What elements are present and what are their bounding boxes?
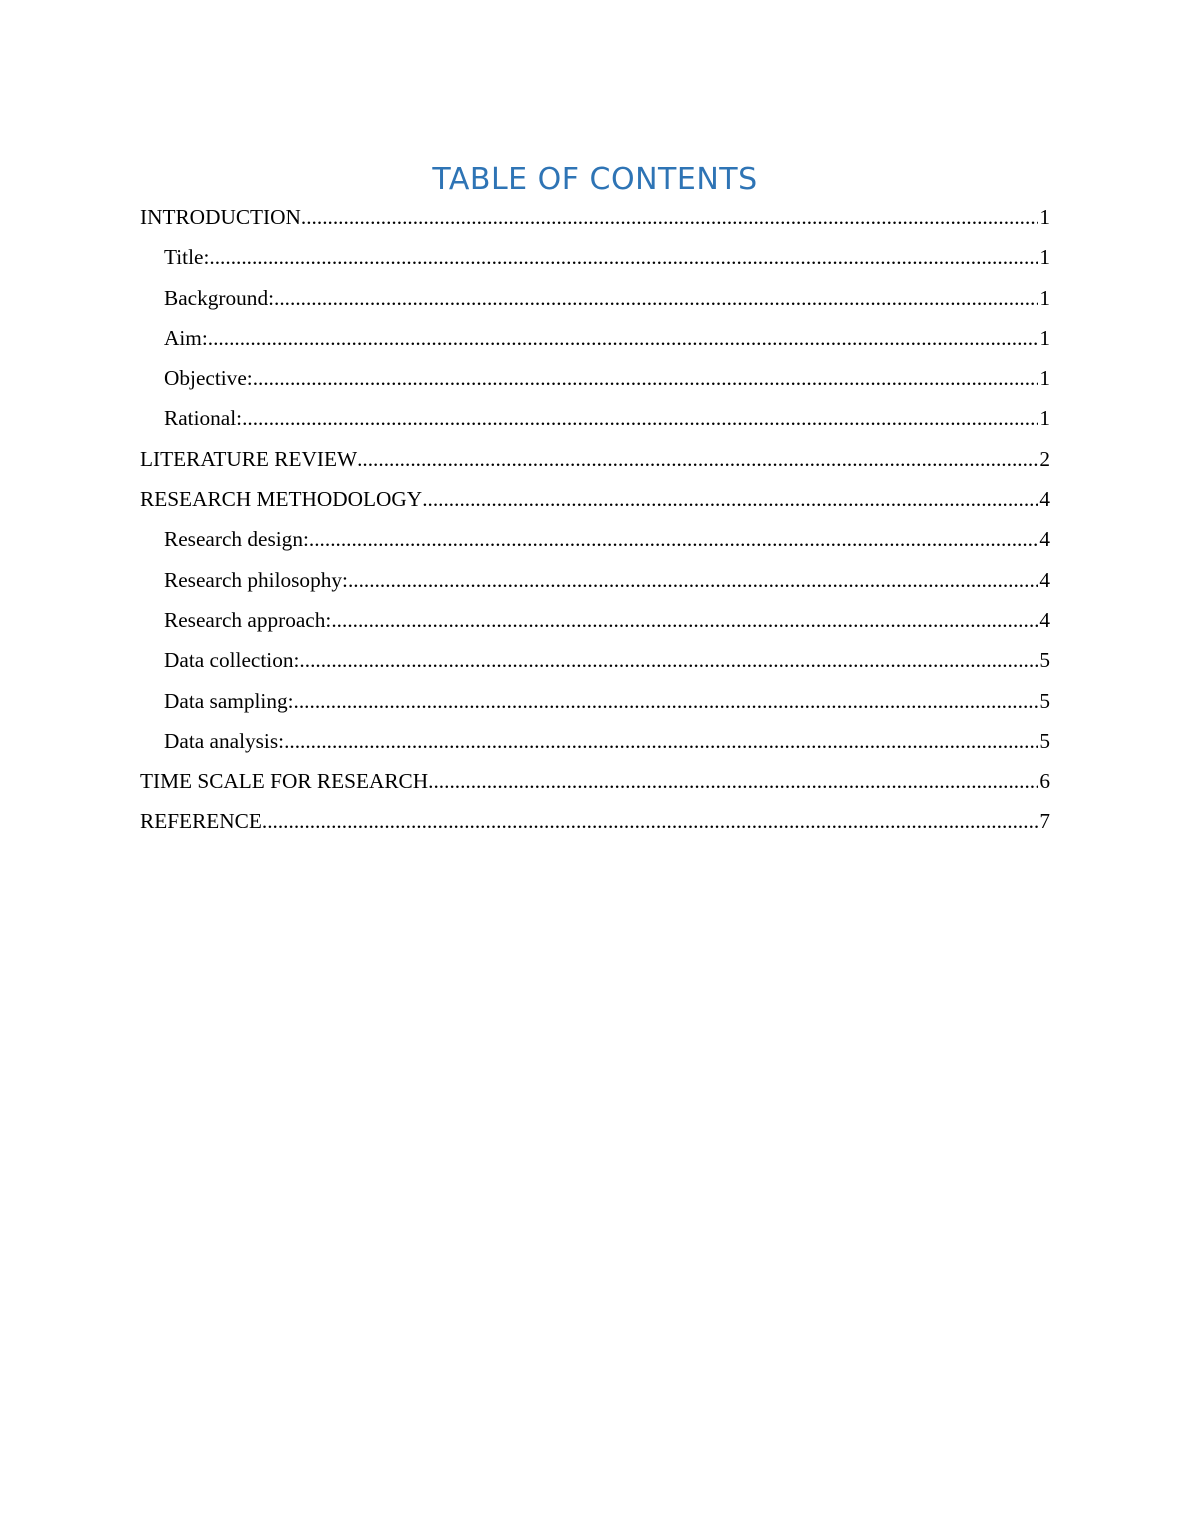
toc-entry-label: Rational: (164, 406, 243, 431)
toc-page-number: 5 (1039, 688, 1050, 713)
toc-dot-leader (242, 398, 1038, 438)
toc-dot-leader (301, 197, 1038, 237)
toc-entry-time-scale[interactable] (140, 761, 1050, 801)
toc-entry-label: REFERENCE (140, 809, 262, 834)
toc-entry-label: TIME SCALE FOR RESEARCH (140, 769, 429, 794)
toc-page-number: 4 (1039, 487, 1050, 512)
toc-entry-rational[interactable] (140, 398, 1050, 438)
toc-entry-label: Background: (164, 285, 275, 310)
toc-page-number: 4 (1039, 567, 1050, 592)
toc-entry-label: Research design: (164, 527, 309, 552)
toc-entry-title[interactable] (140, 237, 1050, 277)
toc-page-number: 5 (1039, 648, 1050, 673)
toc-page-number: 1 (1039, 406, 1050, 431)
toc-dot-leader (262, 801, 1038, 841)
toc-dot-leader (294, 681, 1039, 721)
toc-entry-label: Data sampling: (164, 688, 294, 713)
toc-dot-leader (274, 278, 1038, 318)
toc-entry-label: Title: (164, 245, 210, 270)
toc-dot-leader (357, 439, 1038, 479)
toc-page-number: 2 (1039, 446, 1050, 471)
toc-list (140, 197, 1050, 842)
toc-dot-leader (422, 479, 1038, 519)
toc-page-number: 5 (1039, 728, 1050, 753)
toc-entry-label: Research approach: (164, 607, 332, 632)
toc-page-number: 7 (1039, 809, 1050, 834)
toc-heading: TABLE OF CONTENTS (432, 162, 758, 197)
toc-entry-objective[interactable] (140, 358, 1050, 398)
toc-entry-label: Data analysis: (164, 728, 285, 753)
toc-entry-label: INTRODUCTION (140, 205, 301, 229)
toc-dot-leader (209, 237, 1038, 277)
toc-page-number: 1 (1039, 366, 1050, 391)
toc-dot-leader (348, 560, 1038, 600)
toc-entry-research-philosophy[interactable] (140, 560, 1050, 600)
toc-entry-label: LITERATURE REVIEW (140, 446, 358, 471)
toc-dot-leader (299, 640, 1038, 680)
toc-entry-research-approach[interactable] (140, 600, 1050, 640)
toc-entry-label: Aim: (164, 325, 208, 350)
toc-entry-label: Objective: (164, 366, 253, 391)
toc-page-number: 1 (1039, 325, 1050, 350)
toc-entry-data-sampling[interactable] (140, 681, 1050, 721)
toc-entry-research-methodology[interactable] (140, 479, 1050, 519)
toc-page-number: 4 (1039, 527, 1050, 552)
toc-page-number: 1 (1039, 285, 1050, 310)
toc-entry-background[interactable] (140, 278, 1050, 318)
toc-entry-label: Data collection: (164, 648, 300, 673)
toc-dot-leader (428, 761, 1038, 801)
toc-page-number: 4 (1039, 607, 1050, 632)
toc-entry-aim[interactable] (140, 318, 1050, 358)
toc-dot-leader (309, 519, 1038, 559)
toc-entry-reference[interactable] (140, 801, 1050, 841)
toc-dot-leader (253, 358, 1039, 398)
toc-dot-leader (284, 721, 1038, 761)
toc-entry-label: RESEARCH METHODOLOGY (140, 487, 423, 512)
toc-entry-label: Research philosophy: (164, 567, 348, 592)
toc-entry-introduction[interactable] (140, 197, 1050, 237)
toc-page-number: 1 (1039, 205, 1050, 229)
toc-page-number: 6 (1039, 769, 1050, 794)
toc-entry-research-design[interactable] (140, 519, 1050, 559)
toc-dot-leader (208, 318, 1039, 358)
toc-entry-data-analysis[interactable] (140, 721, 1050, 761)
toc-page-number: 1 (1039, 245, 1050, 270)
toc-entry-literature-review[interactable] (140, 439, 1050, 479)
toc-entry-data-collection[interactable] (140, 640, 1050, 680)
toc-dot-leader (331, 600, 1038, 640)
